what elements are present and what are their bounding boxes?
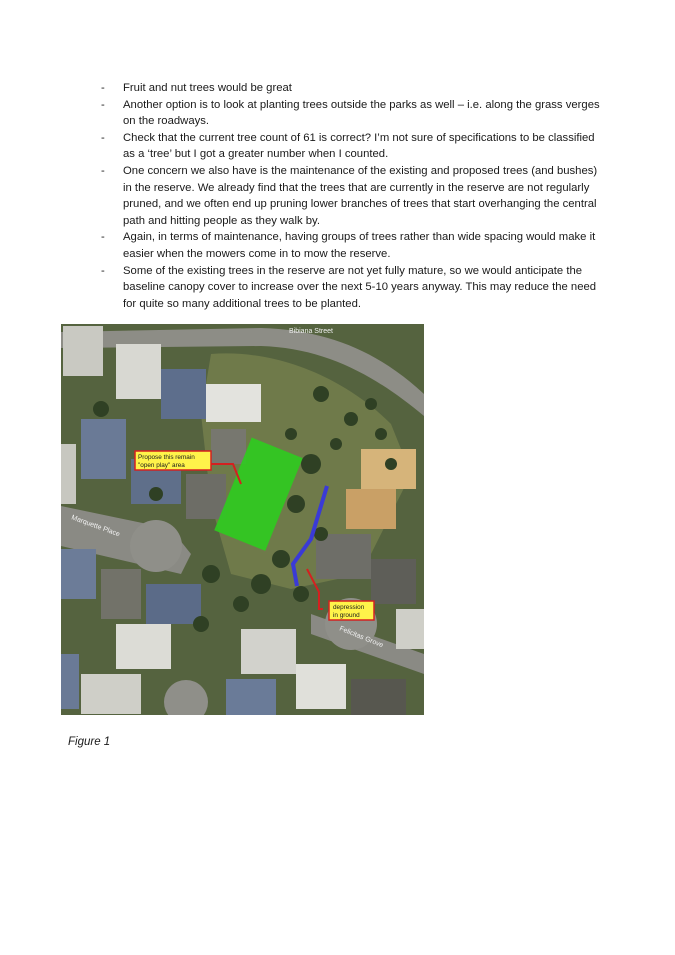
bullet-item: - One concern we also have is the maintenance of the existing and proposed trees (and bushes) in the reserve. We already find that the trees that are currently in the reserve are not regularly pruned, and we often end up pruning lower branches of trees that start overhanging the central path and hitting people as they walk by. bbox=[101, 163, 601, 229]
svg-text:in ground: in ground bbox=[333, 612, 360, 619]
street-label-bibiana: Bibiana Street bbox=[289, 328, 333, 335]
comment-bullet-list bbox=[101, 80, 601, 312]
svg-text:Propose this remain: Propose this remain bbox=[138, 454, 195, 461]
svg-text:"open play" area: "open play" area bbox=[138, 462, 185, 469]
aerial-map bbox=[61, 324, 424, 715]
street-label-felicitas: Felicitas Grove bbox=[338, 625, 385, 650]
aerial-map-figure bbox=[61, 324, 424, 715]
bullet-item: - Fruit and nut trees would be great bbox=[101, 80, 601, 97]
callout-depression bbox=[329, 601, 374, 620]
bullet-item: - Again, in terms of maintenance, having groups of trees rather than wide spacing would make it easier when the mowers come in to mow the reserve. bbox=[101, 229, 601, 262]
bullet-item: - Check that the current tree count of 61 is correct? I’m not sure of specifications to be classified as a ‘tree’ but I got a greater number when I counted. bbox=[101, 130, 601, 163]
bullet-item: - Another option is to look at planting trees outside the parks as well – i.e. along the grass verges on the roadways. bbox=[101, 97, 601, 130]
street-label-marquette: Marquette Place bbox=[70, 514, 121, 539]
callout-open-play bbox=[135, 451, 211, 470]
bullet-item: - Some of the existing trees in the reserve are not yet fully mature, so we would anticipate the baseline canopy cover to increase over the next 5-10 years anyway. This may reduce the need for quite so many additional trees to be planted. bbox=[101, 263, 601, 313]
figure-caption: Figure 1 bbox=[68, 736, 111, 748]
svg-text:depression: depression bbox=[333, 604, 365, 611]
